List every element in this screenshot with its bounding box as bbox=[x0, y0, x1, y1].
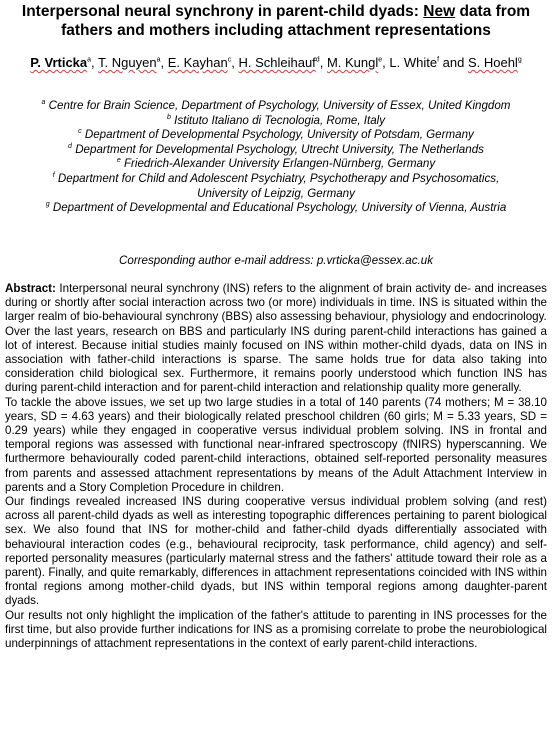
abstract-text: Interpersonal neural synchrony (INS) refers to the alignment of brain activity de- and increases during or shortly after social interaction across two (or more) individuals in time. INS is situated within the larger realm of bio-behavioural synchrony (BBS) also assessing behaviour, physiology and endocrinology. bbox=[5, 282, 547, 324]
abstract-paragraph bbox=[5, 325, 547, 396]
author-name: L. White bbox=[389, 55, 438, 70]
author-separator: and bbox=[439, 55, 468, 70]
affiliation-superscript: e bbox=[116, 157, 121, 165]
author-separator: , bbox=[160, 55, 168, 70]
title-part-1: Interpersonal neural synchrony in parent-child dyads: bbox=[21, 3, 424, 20]
affiliation-list bbox=[4, 99, 548, 216]
affiliation-line bbox=[4, 114, 548, 129]
affiliation-line bbox=[4, 157, 548, 172]
affiliation-line bbox=[4, 128, 548, 143]
affiliation-text: Department of Developmental and Educational Psychology, University of Vienna, Austria bbox=[52, 201, 507, 215]
title-part-2: data from fathers and mothers including attachment representations bbox=[61, 3, 531, 39]
author-separator: , bbox=[91, 55, 99, 70]
abstract-text: Our findings revealed increased INS during cooperative versus individual problem solving (and rest) across all parent-child dyads as well as interesting topographic differences pertaining to parent biological sex. We also found that INS for mother-child and father-child dyads differentially associated with behavioural interaction codes (e.g., behavioural reciprocity, task performance, child agency) and self-reported personality measures (particularly maternal stress and the fathers' attitude toward their role as a parent). Finally, and quite remarkably, differences in attachment representations coincided with INS within frontal regions among mother-child dyads, but INS within temporal regions among daughter-parent dyads. bbox=[5, 495, 547, 608]
abstract-paragraph bbox=[5, 495, 547, 609]
abstract-paragraph bbox=[5, 609, 547, 652]
affiliation-text: Istituto Italiano di Tecnologia, Rome, Italy bbox=[174, 113, 386, 127]
affiliation-superscript: c bbox=[78, 128, 82, 136]
author-superscript: a bbox=[87, 56, 92, 64]
author-superscript: e bbox=[378, 56, 383, 64]
affiliation-superscript: g bbox=[45, 201, 50, 209]
affiliation-text: Department for Developmental Psychology, Utrecht University, The Netherlands bbox=[75, 142, 484, 156]
paper-title bbox=[6, 2, 546, 40]
author-name: H. Schleihauf bbox=[238, 55, 316, 70]
author-name: T. Nguyen bbox=[98, 55, 157, 70]
author-superscript: g bbox=[517, 56, 522, 64]
author-superscript: a bbox=[156, 56, 161, 64]
affiliation-superscript: f bbox=[52, 172, 55, 180]
abstract-text: Over the last years, research on BBS and particularly INS during parent-child interactions has gained a lot of interest. Because initial studies mainly focused on INS within mother-child dyads, data on INS in association with father-child interactions is sparse. The same holds true for data also taking into consideration child biological sex. Furthermore, it remains poorly understood which function INS has during parent-child interaction and for parent-child interaction and relationship quality more generally. bbox=[5, 324, 547, 395]
author-name: E. Kayhan bbox=[167, 55, 228, 70]
author-name: S. Hoehl bbox=[467, 55, 518, 70]
abstract-paragraph bbox=[5, 282, 547, 325]
abstract-label: Abstract: bbox=[5, 282, 56, 295]
author-superscript: f bbox=[437, 56, 440, 64]
affiliation-line bbox=[4, 99, 548, 114]
affiliation-superscript: d bbox=[68, 142, 72, 150]
author-superscript: c bbox=[227, 56, 232, 64]
affiliation-superscript: a bbox=[41, 99, 46, 107]
affiliation-line bbox=[4, 143, 548, 158]
author-name: P. Vrticka bbox=[30, 55, 88, 70]
author-separator: , bbox=[231, 55, 239, 70]
abstract-text: To tackle the above issues, we set up two large studies in a total of 140 parents (74 mothers; M = 38.10 years, SD = 4.63 years) and their biologically related preschool children (60 girls; M = 5.33 years, SD = 0.29 years) while they engaged in cooperative versus individual problem solving. INS in frontal and temporal regions was assessed with functional near-infrared spectroscopy (fNIRS) hyperscanning. We furthermore behaviourally coded parent-child interactions, obtained self-reported personality measures from parents and assessed attachment representations by means of the Adult Attachment Interview in parents and a Story Completion Procedure in children. bbox=[5, 395, 547, 494]
author-separator: , bbox=[319, 55, 327, 70]
affiliation-text: University of Leipzig, Germany bbox=[197, 186, 355, 200]
affiliation-line bbox=[4, 187, 548, 202]
affiliation-text: Centre for Brain Science, Department of Psychology, University of Essex, United Kingdom bbox=[48, 99, 511, 112]
affiliation-text: Department for Child and Adolescent Psychiatry, Psychotherapy and Psychosomatics, bbox=[57, 171, 500, 185]
affiliation-superscript: b bbox=[166, 113, 171, 121]
affiliation-text: Friedrich-Alexander University Erlangen-Nürnberg, Germany bbox=[123, 157, 436, 171]
affiliation-line bbox=[4, 201, 548, 216]
abstract-paragraph bbox=[5, 396, 547, 495]
abstract bbox=[5, 282, 547, 651]
abstract-text: Our results not only highlight the implication of the father's attitude to parenting in INS processes for the first time, but also provide further indications for INS as a promising correlate to probe the neurobiological underpinnings of attachment representations in the context of early parent-child interactions. bbox=[5, 608, 547, 651]
affiliation-line bbox=[4, 172, 548, 187]
author-list bbox=[14, 54, 538, 72]
affiliation-text: Department of Developmental Psychology, University of Potsdam, Germany bbox=[84, 128, 474, 142]
corresponding-author: Corresponding author e-mail address: p.vrticka@essex.ac.uk bbox=[119, 254, 433, 267]
author-superscript: d bbox=[315, 56, 320, 64]
title-underlined-word: New bbox=[423, 3, 456, 20]
author-separator: , bbox=[382, 55, 390, 70]
author-name: M. Kungl bbox=[326, 55, 379, 70]
